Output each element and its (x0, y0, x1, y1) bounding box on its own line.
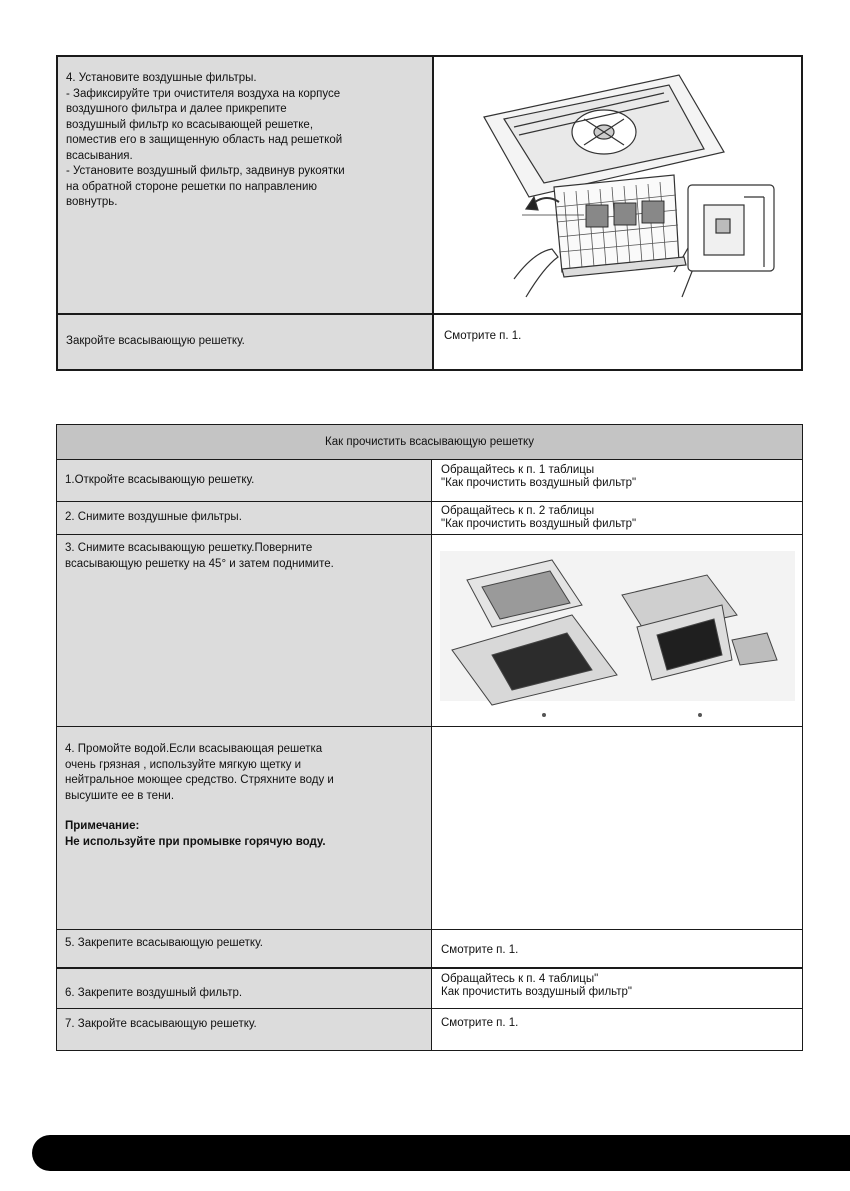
row-divider (58, 313, 801, 315)
filter-install-illustration (434, 57, 801, 313)
step-5-text: 5. Закрепите всасывающую решетку. (65, 937, 263, 949)
text-line: поместив его в защищенную область над решеткой (66, 134, 343, 146)
remove-grille-illustration (432, 535, 802, 726)
step-4-line: нейтральное моющее средство. Стряхните воду и (65, 774, 334, 786)
step-1-text: 1.Откройте всасывающую решетку. (65, 473, 255, 486)
step-7-text: 7. Закройте всасывающую решетку. (65, 1018, 257, 1030)
filter-install-table (56, 55, 803, 371)
table-row (57, 930, 802, 969)
cassette-filter-drawing (434, 57, 801, 313)
table-row (57, 535, 802, 727)
table-row (57, 502, 802, 535)
ref-line: Обращайтесь к п. 4 таблицы" (441, 973, 599, 985)
text-line: воздушного фильтра и далее прикрепите (66, 103, 287, 115)
step-3-line: всасывающую решетку на 45° и затем поднимите. (65, 557, 334, 570)
close-grille-step (58, 315, 432, 369)
note-text: Не используйте при промывке горячую воду. (65, 835, 326, 848)
step-4-empty (432, 727, 802, 929)
step-4-cell (57, 727, 432, 929)
step-7-ref-text: Смотрите п. 1. (441, 1017, 519, 1029)
step-6-text: 6. Закрепите воздушный фильтр. (65, 987, 243, 999)
ref-line: Обращайтесь к п. 1 таблицы (441, 464, 595, 476)
see-item-1-text: Смотрите п. 1. (444, 330, 522, 342)
text-line: - Установите воздушный фильтр, задвинув рукоятки (66, 165, 345, 177)
step-3-cell (57, 535, 432, 726)
close-grille-label: Закройте всасывающую решетку. (66, 335, 245, 348)
table-title-text: Как прочистить всасывающую решетку (325, 436, 534, 448)
step-7-ref (432, 1009, 802, 1050)
ref-line: "Как прочистить воздушный фильтр" (441, 477, 637, 489)
table-title (57, 425, 802, 460)
step-4-line: очень грязная , используйте мягкую щетку и (65, 758, 302, 771)
text-line: вовнутрь. (66, 196, 118, 208)
text-line: всасывания. (66, 149, 133, 162)
step-1-ref (432, 460, 802, 501)
step-2-cell (57, 502, 432, 534)
table-row (57, 460, 802, 502)
text-line: на обратной стороне решетки по направлению (66, 180, 317, 193)
see-item-1-ref (434, 315, 801, 369)
grille-cleaning-table (56, 424, 803, 1051)
step-3-line: 3. Снимите всасывающую решетку.Поверните (65, 542, 313, 554)
remove-grille-photo (432, 535, 802, 726)
step-2-ref (432, 502, 802, 534)
ref-line: Обращайтесь к п. 2 таблицы (441, 505, 595, 517)
step-5-ref (432, 930, 802, 967)
ref-line: Как прочистить воздушный фильтр" (441, 986, 633, 998)
step-1-cell (57, 460, 432, 501)
text-line: - Зафиксируйте три очистителя воздуха на корпусе (66, 87, 341, 100)
footer-bar (32, 1135, 850, 1171)
step-5-cell (57, 930, 432, 967)
install-filters-instructions (58, 57, 432, 313)
step-4-line: 4. Промойте водой.Если всасывающая решетка (65, 743, 323, 755)
note-title: Примечание: (65, 820, 140, 832)
column-divider (432, 57, 434, 369)
ref-line: "Как прочистить воздушный фильтр" (441, 518, 637, 530)
step-6-ref (432, 969, 802, 1008)
step-5-ref-text: Смотрите п. 1. (441, 944, 519, 956)
table-row (57, 969, 802, 1009)
step-7-cell (57, 1009, 432, 1050)
table-row (57, 727, 802, 930)
step-4-line: высушите ее в тени. (65, 789, 175, 802)
step-2-text: 2. Снимите воздушные фильтры. (65, 511, 242, 524)
step-6-cell (57, 969, 432, 1008)
table-row (57, 1009, 802, 1050)
text-line: воздушный фильтр ко всасывающей решетке, (66, 118, 314, 131)
text-line: 4. Установите воздушные фильтры. (66, 72, 257, 84)
